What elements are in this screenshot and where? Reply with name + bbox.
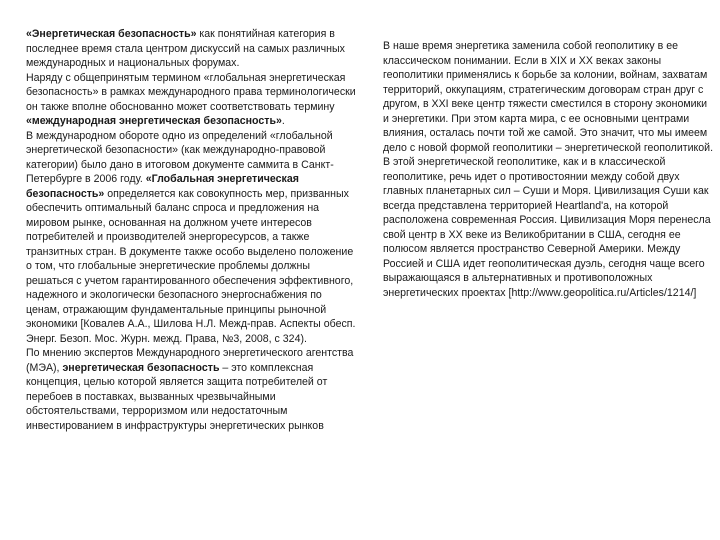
term-global-energy-security: «Глобальная энергетическая безопасность»	[26, 173, 299, 200]
term-energy-security: «Энергетическая безопасность»	[26, 28, 197, 40]
paragraph-text: По мнению экспертов Международного энергетического агентства (МЭА),	[26, 347, 354, 374]
paragraph-text: В международном обороте одно из определений «глобальной энергетической безопасности» (как международно-правовой категории) было дано в итоговом документе саммита в Санкт-Петербурге в 2006 году.	[26, 129, 334, 185]
paragraph-text-continued: – это комплексная концепция, целью которой является защита потребителей от перебоев в поставках, вызванных чрезвычайными обстоятельствами, терроризмом или недостаточным инвестированием в инфраструктуры энергетических рынков	[26, 361, 328, 432]
paragraph-text: как понятийная категория в последнее время стала центром дискуссий на самых различных международных и национальных форумах.	[26, 28, 345, 69]
paragraph-text-continued: определяется как совокупность мер, призванных обеспечить оптимальный баланс спроса и предложения на мировом рынке, основанная на должном учете интересов потребителей и производителей энергоресурсов, а также транзитных стран. В документе также особо выделено положение о том, что глобальные энергетические проблемы должны решаться с учетом гарантированного обеспечения эффективного, надежного и экологически безопасного энергоснабжения по ценам, отражающим фундаментальные принципы рыночной экономики [Ковалев А.А., Шилова Н.Л. Межд-прав. Аспекты обесп. Энерг. Безоп. Мос. Журн. межд. Права, №3, 2008, с 324).	[26, 187, 356, 345]
paragraph-energy-geopolitics	[383, 39, 715, 300]
right-text-column	[383, 39, 715, 300]
paragraph-text: Наряду с общепринятым термином «глобальная энергетическая безопасность» в рамках международного права терминологически он также вполне обоснованно может соответствовать термину	[26, 71, 356, 113]
paragraph-iea-definition	[26, 346, 356, 433]
term-energy-security-iea: энергетическая безопасность	[62, 361, 220, 374]
source-link[interactable]: [http://www.geopolitica.ru/Articles/1214/]	[508, 286, 697, 299]
paragraph-end: .	[281, 115, 285, 127]
paragraph-international-term	[26, 71, 356, 129]
term-international-energy-security: «международная энергетическая безопасность»	[26, 115, 282, 127]
paragraph-definition-intro	[26, 27, 356, 71]
paragraph-global-definition	[26, 129, 356, 347]
left-text-column	[26, 27, 356, 433]
paragraph-text: В наше время энергетика заменила собой геополитику в ее классическом понимании. Если в XIX и XX веках законы геополитики применялись к борьбе за колонии, войнам, захватам территорий, оккупациям, стратегическим договорам стран друг с другом, в XXI веке центр тяжести сместился в сторону экономики и энергетики. При этом карта мира, с ее основными центрами влияния, осталась почти той же самой. Это значит, что мы имеем дело с новой формой геополитики – энергетической геополитикой. В этой энергетической геополитике, как и в классической геополитике, речь идет о противостоянии между собой двух главных планетарных сил – Суши и Моря. Цивилизация Суши как всегда представлена территорией Heartland'а, на которой расположена современная Россия. Цивилизация Моря перенесла свой центр в XX веке из Великобритании в США, сегодня ее полюсом является пространство Северной Америки. Между Россией и США идет геополитическая дуэль, сегодня чаще всего выражающаяся в альтернативных и противоположных энергетических проектах	[383, 40, 714, 299]
